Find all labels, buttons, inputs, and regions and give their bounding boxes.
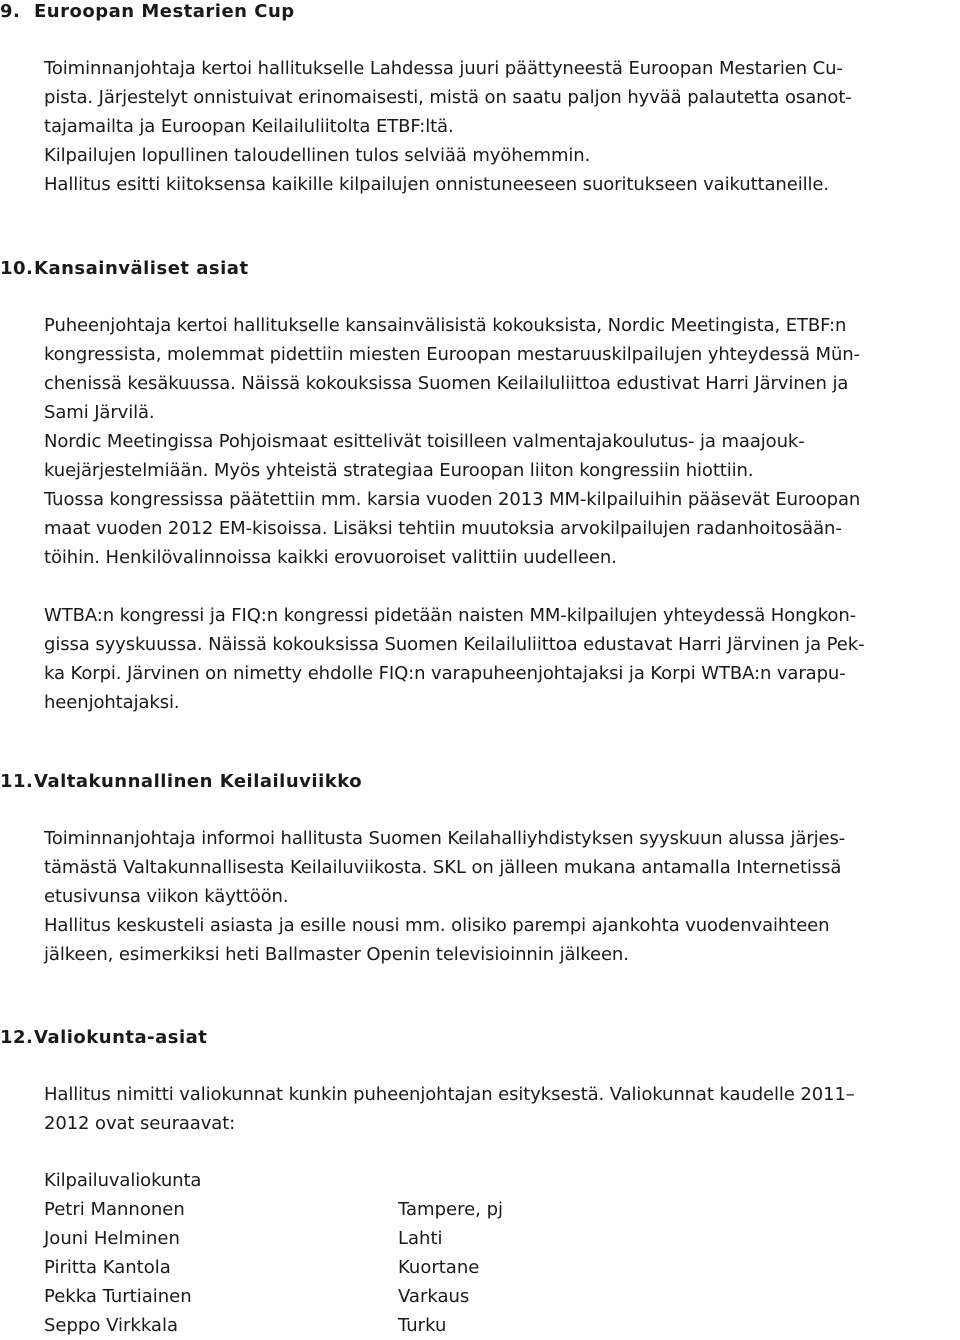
paragraph-gap bbox=[44, 572, 944, 601]
paragraph-line: 2012 ovat seuraavat: bbox=[44, 1113, 236, 1134]
paragraph-line: kuejärjestelmiään. Myös yhteistä strategiaa Euroopan liiton kongressiin hiottiin. bbox=[44, 460, 754, 481]
paragraph-line: Nordic Meetingissa Pohjoismaat esittelivät toisilleen valmentajakoulutus- ja maajouk- bbox=[44, 431, 805, 452]
section-12 bbox=[0, 1026, 960, 1050]
paragraph-line: Toiminnanjohtaja informoi hallitusta Suomen Keilahalliyhdistyksen syyskuun alussa järjes- bbox=[44, 828, 846, 849]
member-place: Lahti bbox=[398, 1228, 443, 1249]
section-title: Euroopan Mestarien Cup bbox=[34, 1, 295, 22]
committee-members-table bbox=[44, 1195, 924, 1340]
section-number: 11. bbox=[0, 771, 34, 792]
paragraph-line: gissa syyskuussa. Näissä kokouksissa Suomen Keilailuliittoa edustavat Harri Järvinen ja Pek- bbox=[44, 634, 865, 655]
member-row bbox=[44, 1224, 924, 1253]
committee-title: Kilpailuvaliokunta bbox=[44, 1170, 202, 1191]
member-name: Seppo Virkkala bbox=[44, 1315, 178, 1336]
section-heading bbox=[0, 257, 960, 281]
member-place: Tampere, pj bbox=[398, 1199, 504, 1220]
paragraph-line: tajamailta ja Euroopan Keilailuliitolta ETBF:ltä. bbox=[44, 116, 454, 137]
section-12-body bbox=[44, 1080, 944, 1138]
paragraph-line: Tuossa kongressissa päätettiin mm. karsia vuoden 2013 MM-kilpailuihin pääsevät Euroopan bbox=[44, 489, 861, 510]
member-place: Varkaus bbox=[398, 1286, 470, 1307]
paragraph-line: Sami Järvilä. bbox=[44, 402, 155, 423]
member-row bbox=[44, 1282, 924, 1311]
section-title: Valtakunnallinen Keilailuviikko bbox=[34, 771, 363, 792]
section-10 bbox=[0, 257, 960, 281]
paragraph-line: maat vuoden 2012 EM-kisoissa. Lisäksi tehtiin muutoksia arvokilpailujen radanhoitosään- bbox=[44, 518, 842, 539]
member-place: Kuortane bbox=[398, 1257, 480, 1278]
paragraph-line: töihin. Henkilövalinnoissa kaikki erovuoroiset valittiin uudelleen. bbox=[44, 547, 617, 568]
paragraph-line: Toiminnanjohtaja kertoi hallitukselle Lahdessa juuri päättyneestä Euroopan Mestarien Cu- bbox=[44, 58, 843, 79]
section-9 bbox=[0, 0, 960, 24]
section-title: Valiokunta-asiat bbox=[34, 1027, 208, 1048]
paragraph-line: Puheenjohtaja kertoi hallitukselle kansainvälisistä kokouksista, Nordic Meetingista, ETBF:n bbox=[44, 315, 847, 336]
member-name: Pekka Turtiainen bbox=[44, 1286, 192, 1307]
paragraph-line: Hallitus nimitti valiokunnat kunkin puheenjohtajan esityksestä. Valiokunnat kaudelle 2011– bbox=[44, 1084, 855, 1105]
section-heading bbox=[0, 770, 960, 794]
paragraph-line: WTBA:n kongressi ja FIQ:n kongressi pidetään naisten MM-kilpailujen yhteydessä Hongkon- bbox=[44, 605, 857, 626]
section-number: 12. bbox=[0, 1027, 34, 1048]
section-number: 10. bbox=[0, 258, 34, 279]
member-row bbox=[44, 1311, 924, 1340]
paragraph-line: Kilpailujen lopullinen taloudellinen tulos selviää myöhemmin. bbox=[44, 145, 591, 166]
section-title: Kansainväliset asiat bbox=[34, 258, 249, 279]
paragraph-line: Hallitus esitti kiitoksensa kaikille kilpailujen onnistuneeseen suoritukseen vaikuttaneille. bbox=[44, 174, 830, 195]
member-name: Jouni Helminen bbox=[44, 1228, 180, 1249]
member-place: Turku bbox=[398, 1315, 447, 1336]
paragraph-line: chenissä kesäkuussa. Näissä kokouksissa Suomen Keilailuliittoa edustivat Harri Järvinen ja bbox=[44, 373, 849, 394]
section-number: 9. bbox=[0, 1, 21, 22]
section-heading bbox=[0, 1026, 960, 1050]
paragraph-line: tämästä Valtakunnallisesta Keilailuviikosta. SKL on jälleen mukana antamalla Internetissä bbox=[44, 857, 842, 878]
paragraph-line: heenjohtajaksi. bbox=[44, 692, 180, 713]
paragraph-line: Hallitus keskusteli asiasta ja esille nousi mm. olisiko parempi ajankohta vuodenvaihteen bbox=[44, 915, 830, 936]
paragraph-line: etusivunsa viikon käyttöön. bbox=[44, 886, 289, 907]
section-11-body bbox=[44, 824, 944, 969]
section-11 bbox=[0, 770, 960, 794]
paragraph-line: ka Korpi. Järvinen on nimetty ehdolle FIQ:n varapuheenjohtajaksi ja Korpi WTBA:n varapu- bbox=[44, 663, 846, 684]
paragraph-line: jälkeen, esimerkiksi heti Ballmaster Openin televisioinnin jälkeen. bbox=[44, 944, 629, 965]
section-10-body bbox=[44, 311, 944, 717]
member-row bbox=[44, 1253, 924, 1282]
paragraph-line: kongressista, molemmat pidettiin miesten Euroopan mestaruuskilpailujen yhteydessä Mün- bbox=[44, 344, 860, 365]
member-row bbox=[44, 1195, 924, 1224]
section-9-body bbox=[44, 54, 944, 199]
section-heading bbox=[0, 0, 960, 24]
paragraph-line: pista. Järjestelyt onnistuivat erinomaisesti, mistä on saatu paljon hyvää palautetta osanot- bbox=[44, 87, 852, 108]
member-name: Piritta Kantola bbox=[44, 1257, 171, 1278]
member-name: Petri Mannonen bbox=[44, 1199, 185, 1220]
committee-heading bbox=[44, 1166, 944, 1195]
